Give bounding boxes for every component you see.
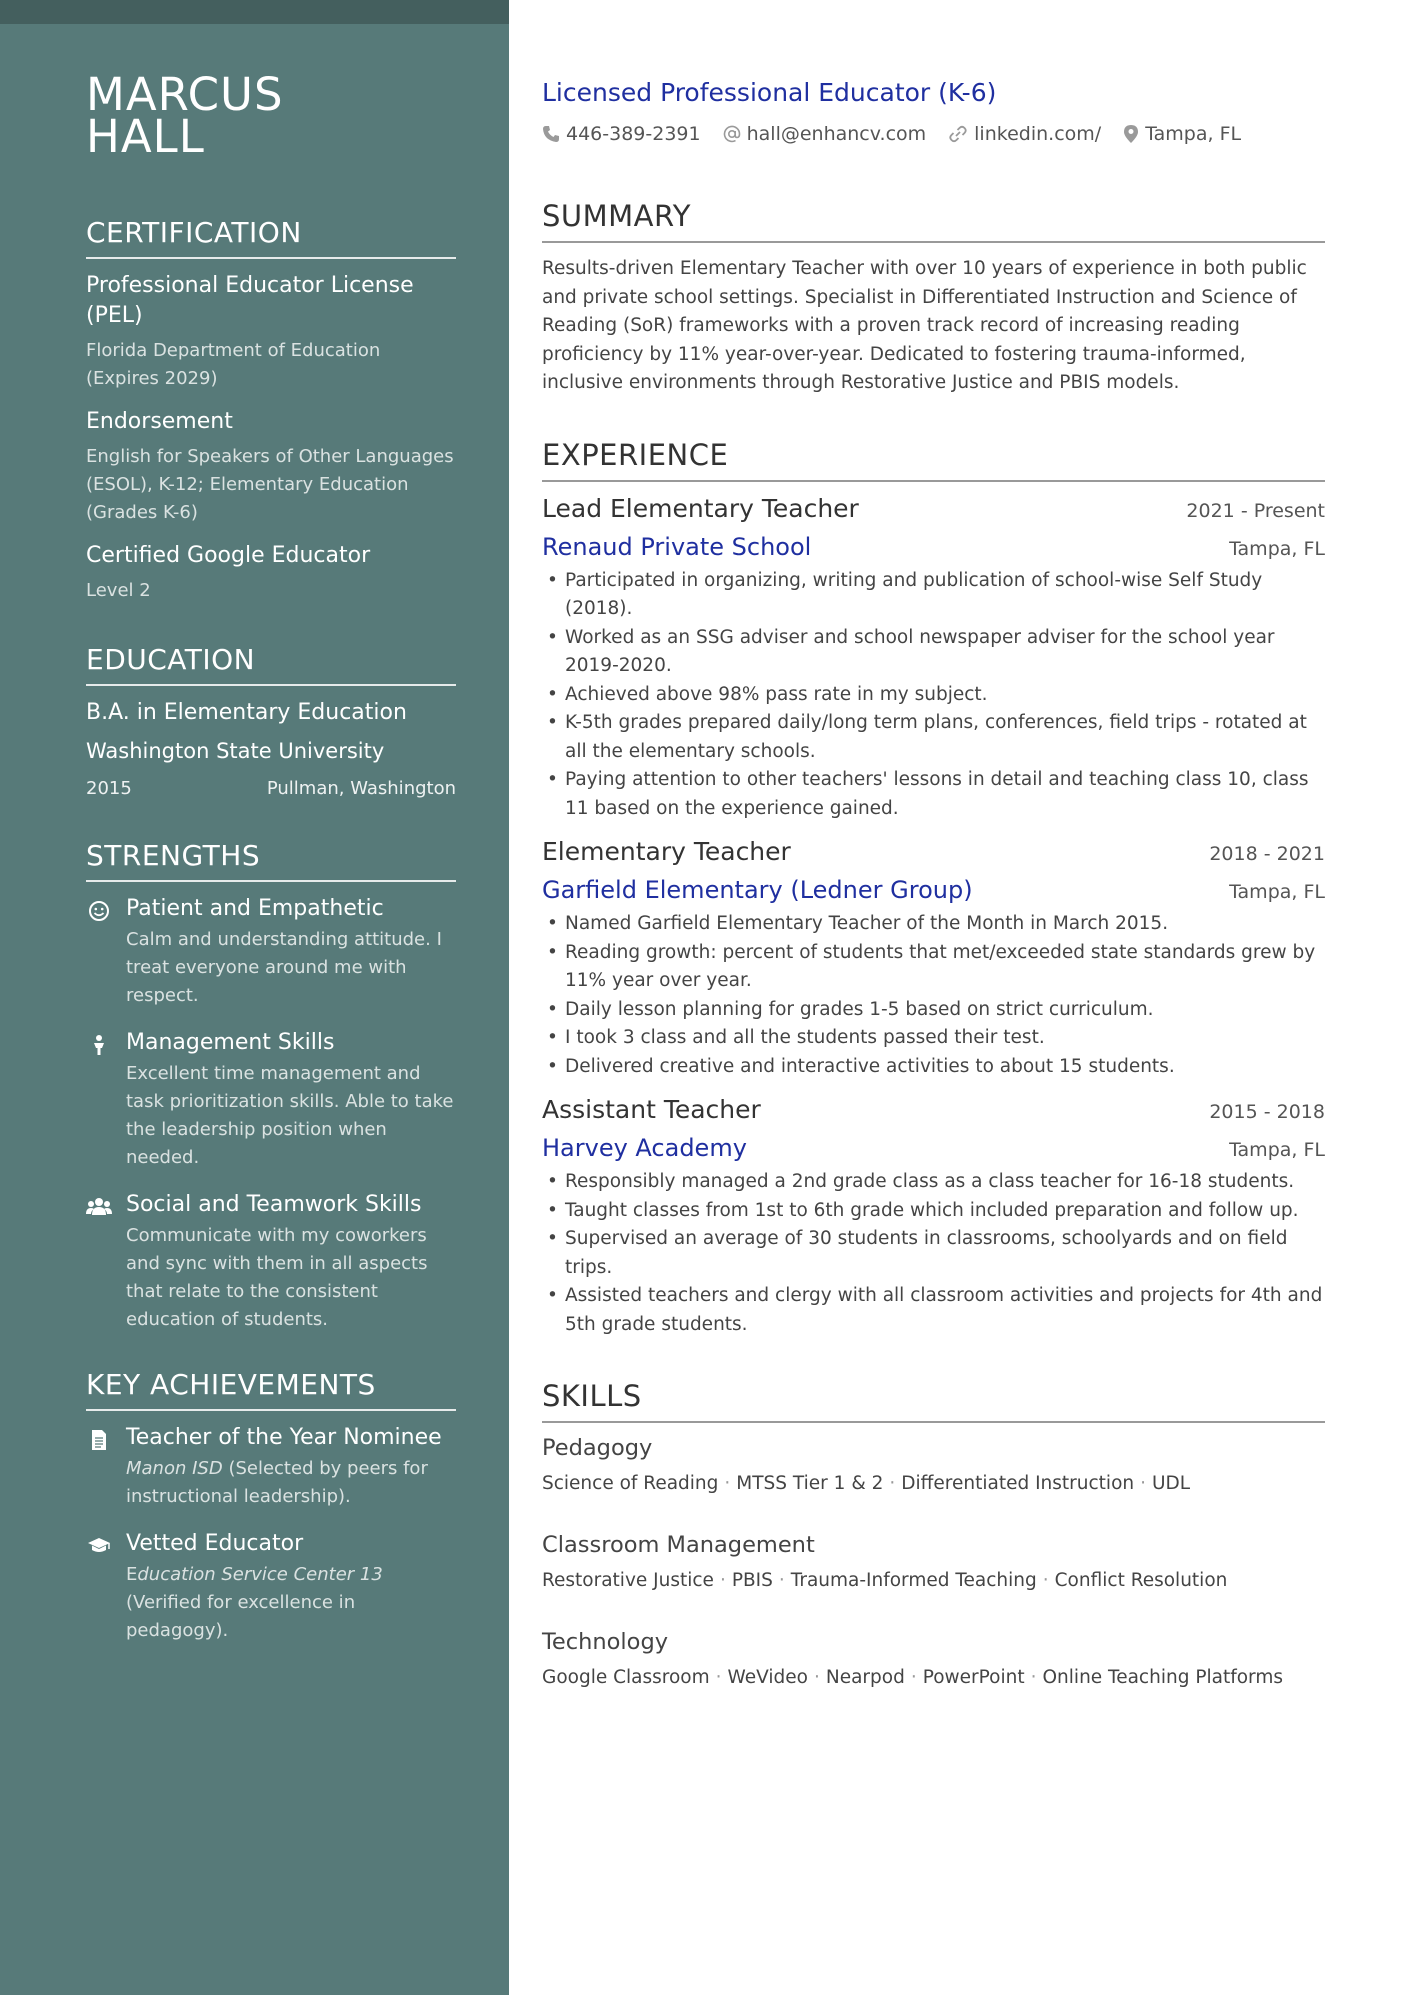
group-icon xyxy=(86,1194,112,1220)
strength-item xyxy=(86,1190,456,1334)
skill-separator: · xyxy=(1042,1570,1049,1591)
candidate-name xyxy=(86,68,456,163)
strengths-title: STRENGTHS xyxy=(86,839,456,882)
strength-title: Social and Teamwork Skills xyxy=(126,1192,422,1217)
certification-title: CERTIFICATION xyxy=(86,216,456,259)
education-school: Washington State University xyxy=(86,739,385,763)
achievement-desc xyxy=(126,1561,456,1645)
skill-group xyxy=(542,1532,1325,1591)
job-bullet: • Daily lesson planning for grades 1-5 based on strict curriculum. xyxy=(542,996,1325,1025)
skill-separator: · xyxy=(910,1667,917,1688)
achievement-title: Vetted Educator xyxy=(126,1531,304,1556)
skill-tag: UDL xyxy=(1152,1473,1191,1494)
strength-item xyxy=(86,894,456,1010)
skill-tag: Differentiated Instruction xyxy=(901,1473,1135,1494)
certification-item-title: Professional Educator License (PEL) xyxy=(86,273,414,328)
skill-tag: WeVideo xyxy=(727,1667,808,1688)
job-bullet: • Named Garfield Elementary Teacher of the Month in March 2015. xyxy=(542,910,1325,939)
summary-text: Results-driven Elementary Teacher with over 10 years of experience in both public and private school settings. Specialist in Differentiated Instruction and Science of Reading (SoR) frameworks with a proven track record of increasing reading proficiency by 11% year-over-year. Dedicated to fostering trauma-informed, inclusive environments through Restorative Justice and PBIS models. xyxy=(542,258,1307,393)
job-entry xyxy=(542,837,1325,1081)
achievement-item xyxy=(86,1423,456,1511)
sidebar xyxy=(0,0,509,1995)
skill-separator: · xyxy=(889,1473,896,1494)
contact-phone[interactable] xyxy=(542,123,701,145)
achievement-detail: (Selected by peers for instructional leadership). xyxy=(126,1458,428,1507)
contact-linkedin-text: linkedin.com/ xyxy=(974,123,1102,145)
person-icon xyxy=(86,1032,112,1058)
certification-item-title: Endorsement xyxy=(86,409,233,434)
job-entry xyxy=(542,494,1325,824)
sidebar-content xyxy=(86,68,456,1663)
strengths-section xyxy=(86,839,456,1334)
skill-tag: Online Teaching Platforms xyxy=(1042,1667,1283,1688)
job-company: Garfield Elementary (Ledner Group) xyxy=(542,876,973,904)
certification-item-desc: English for Speakers of Other Languages (ESOL), K-12; Elementary Education (Grades K-6) xyxy=(86,446,454,523)
location-icon xyxy=(1123,124,1139,144)
job-bullet: • Worked as an SSG adviser and school newspaper adviser for the school year 2019-2020. xyxy=(542,624,1325,681)
skill-group xyxy=(542,1435,1325,1494)
contact-bar xyxy=(542,123,1325,145)
graduation-cap-icon xyxy=(86,1533,112,1559)
job-title: Elementary Teacher xyxy=(542,837,791,866)
skills-section xyxy=(542,1379,1325,1688)
experience-title: EXPERIENCE xyxy=(542,438,1325,482)
job-bullets xyxy=(542,910,1325,1081)
contact-linkedin[interactable] xyxy=(948,123,1101,145)
achievement-org: Manon ISD xyxy=(126,1458,223,1479)
contact-location-text: Tampa, FL xyxy=(1145,123,1242,145)
achievements-section xyxy=(86,1368,456,1645)
job-bullet: • I took 3 class and all the students passed their test. xyxy=(542,1024,1325,1053)
skill-tag: PowerPoint xyxy=(922,1667,1025,1688)
job-bullet: • Participated in organizing, writing and publication of school-wise Self Study (2018). xyxy=(542,567,1325,624)
education-title: EDUCATION xyxy=(86,643,456,686)
job-company: Harvey Academy xyxy=(542,1134,747,1162)
certification-item xyxy=(86,407,456,527)
skill-tag: Nearpod xyxy=(825,1667,905,1688)
job-title: Assistant Teacher xyxy=(542,1095,761,1124)
contact-location xyxy=(1123,123,1241,145)
education-section xyxy=(86,643,456,799)
certification-item xyxy=(86,541,456,605)
summary-title: SUMMARY xyxy=(542,199,1325,243)
achievement-title: Teacher of the Year Nominee xyxy=(126,1425,442,1450)
job-bullets xyxy=(542,1168,1325,1339)
job-bullet: • Achieved above 98% pass rate in my subject. xyxy=(542,681,1325,710)
strength-desc: Communicate with my coworkers and sync with them in all aspects that relate to the consistent education of students. xyxy=(126,1225,428,1330)
job-location: Tampa, FL xyxy=(1229,537,1325,560)
last-name: HALL xyxy=(86,110,205,163)
skill-separator: · xyxy=(719,1570,726,1591)
certification-section xyxy=(86,216,456,605)
job-dates: 2021 - Present xyxy=(1186,499,1325,522)
strength-desc: Excellent time management and task prioritization skills. Able to take the leadership position when needed. xyxy=(126,1063,454,1168)
skill-group-name: Pedagogy xyxy=(542,1435,653,1461)
skill-tag: Science of Reading xyxy=(542,1473,719,1494)
education-location: Pullman, Washington xyxy=(266,778,456,799)
job-bullet: • Reading growth: percent of students that met/exceeded state standards grew by 11% year over year. xyxy=(542,939,1325,996)
job-title: Lead Elementary Teacher xyxy=(542,493,859,523)
skill-tag: Conflict Resolution xyxy=(1054,1570,1228,1591)
job-dates: 2018 - 2021 xyxy=(1209,843,1325,865)
skill-list xyxy=(542,1667,1325,1688)
skill-group-name: Classroom Management xyxy=(542,1532,815,1558)
contact-email[interactable] xyxy=(723,123,927,145)
document-icon xyxy=(86,1427,112,1453)
job-bullets xyxy=(542,567,1325,824)
skills-title: SKILLS xyxy=(542,1379,1325,1423)
strength-title: Patient and Empathetic xyxy=(126,896,384,921)
achievements-title: KEY ACHIEVEMENTS xyxy=(86,1368,456,1411)
skill-separator: · xyxy=(813,1667,820,1688)
skill-separator: · xyxy=(724,1473,731,1494)
strength-item xyxy=(86,1028,456,1172)
job-bullet: • Paying attention to other teachers' lessons in detail and teaching class 10, class 11 based on the experience gained. xyxy=(542,766,1325,823)
certification-item-desc: Florida Department of Education (Expires 2029) xyxy=(86,340,381,389)
certification-item-desc: Level 2 xyxy=(86,580,151,601)
link-icon xyxy=(948,125,968,143)
experience-section xyxy=(542,438,1325,1340)
skill-tag: Restorative Justice xyxy=(542,1570,714,1591)
strength-desc: Calm and understanding attitude. I treat everyone around me with respect. xyxy=(126,929,442,1006)
job-bullet: • Responsibly managed a 2nd grade class as a class teacher for 16-18 students. xyxy=(542,1168,1325,1197)
achievement-org-lead: E xyxy=(126,1564,138,1585)
job-company: Renaud Private School xyxy=(542,532,812,561)
job-location: Tampa, FL xyxy=(1229,1139,1325,1161)
skill-group xyxy=(542,1629,1325,1688)
job-location: Tampa, FL xyxy=(1229,881,1325,903)
at-icon xyxy=(723,125,741,143)
skill-group-name: Technology xyxy=(542,1629,669,1655)
certification-item-title: Certified Google Educator xyxy=(86,543,371,568)
skill-tag: MTSS Tier 1 & 2 xyxy=(736,1473,884,1494)
job-dates: 2015 - 2018 xyxy=(1209,1101,1325,1123)
skill-list xyxy=(542,1570,1325,1591)
contact-email-text: hall@enhancv.com xyxy=(746,123,927,145)
skill-separator: · xyxy=(778,1570,785,1591)
job-bullet: • Supervised an average of 30 students in classrooms, schoolyards and on field trips. xyxy=(542,1225,1325,1282)
job-bullet: • K-5th grades prepared daily/long term plans, conferences, field trips - rotated at all the elementary schools. xyxy=(542,709,1325,766)
sidebar-top-bar xyxy=(0,0,509,24)
achievement-detail: (Verified for excellence in pedagogy). xyxy=(126,1592,356,1641)
education-year: 2015 xyxy=(86,778,132,799)
achievement-org: ducation Service Center 13 xyxy=(137,1564,383,1585)
job-entry xyxy=(542,1095,1325,1339)
smiley-icon xyxy=(86,898,112,924)
job-bullet: • Taught classes from 1st to 6th grade which included preparation and follow up. xyxy=(542,1197,1325,1226)
contact-phone-text: 446-389-2391 xyxy=(566,123,701,145)
headline: Licensed Professional Educator (K-6) xyxy=(542,78,997,107)
skill-tag: Trauma-Informed Teaching xyxy=(790,1570,1037,1591)
skill-separator: · xyxy=(1140,1473,1147,1494)
education-meta xyxy=(86,778,456,799)
skill-list xyxy=(542,1473,1325,1494)
skill-separator: · xyxy=(1030,1667,1037,1688)
main-content xyxy=(542,78,1325,1688)
phone-icon xyxy=(542,125,560,143)
certification-item xyxy=(86,271,456,393)
skill-tag: PBIS xyxy=(731,1570,773,1591)
summary-section xyxy=(542,199,1325,398)
job-bullet: • Assisted teachers and clergy with all classroom activities and projects for 4th and 5th grade students. xyxy=(542,1282,1325,1339)
achievement-desc xyxy=(126,1455,456,1511)
skill-tag: Google Classroom xyxy=(542,1667,710,1688)
skill-separator: · xyxy=(715,1667,722,1688)
education-degree: B.A. in Elementary Education xyxy=(86,700,407,725)
first-name: MARCUS xyxy=(86,68,284,121)
job-bullet: • Delivered creative and interactive activities to about 15 students. xyxy=(542,1053,1325,1082)
strength-title: Management Skills xyxy=(126,1030,335,1055)
achievement-item xyxy=(86,1529,456,1645)
